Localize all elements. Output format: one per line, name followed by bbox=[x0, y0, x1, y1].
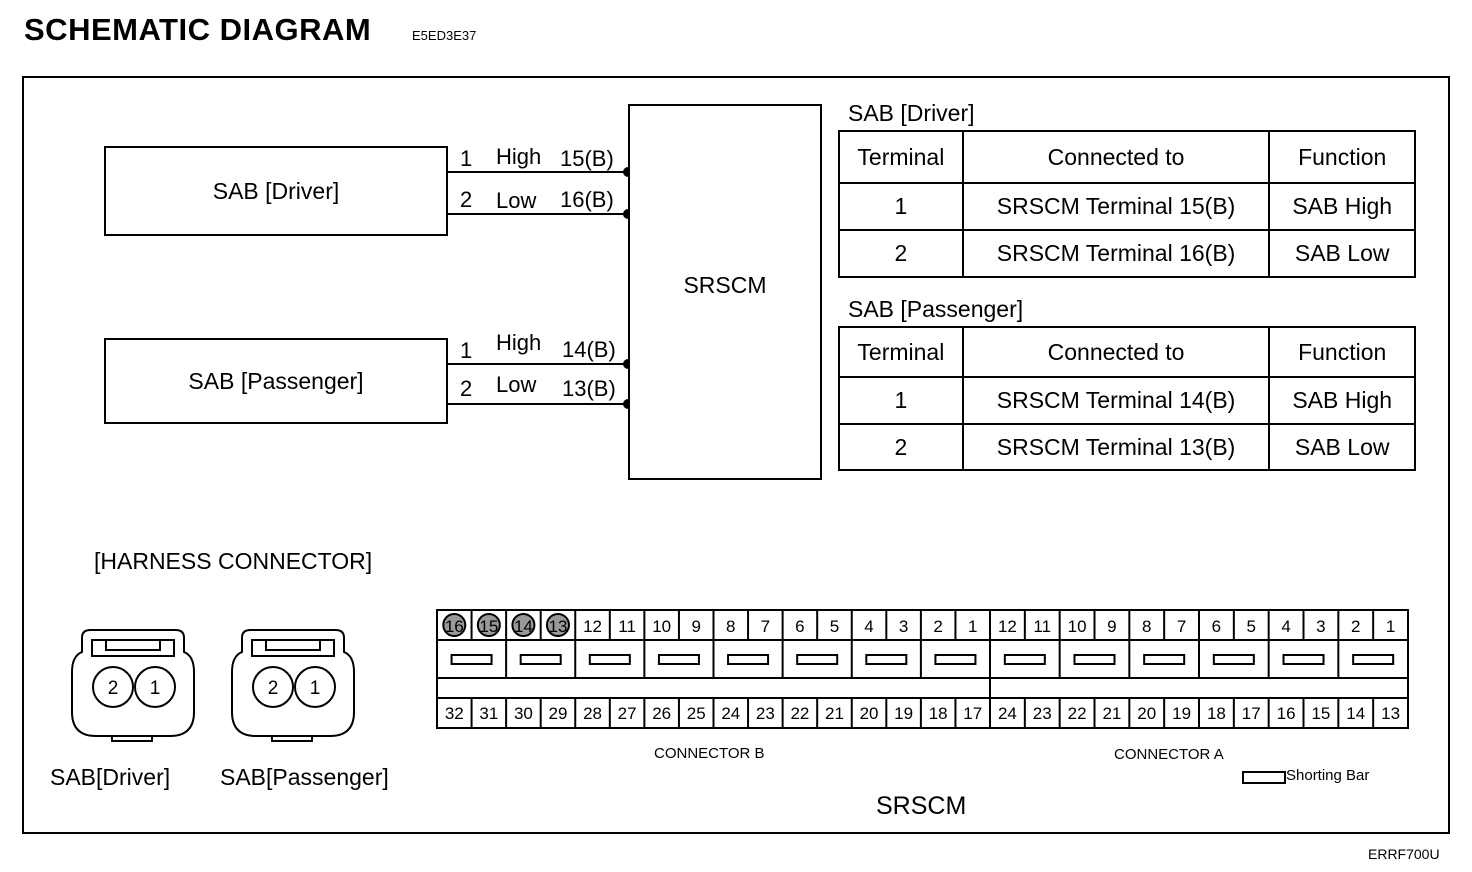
connector-pin-number: 25 bbox=[686, 704, 706, 723]
sab-passenger-box-label: SAB [Passenger] bbox=[188, 367, 364, 394]
connector-pin-number: 3 bbox=[898, 617, 909, 636]
connector-pin-number: 2 bbox=[933, 617, 943, 636]
figure-code: ERRF700U bbox=[1368, 846, 1440, 862]
table-cell: SAB Low bbox=[1269, 230, 1415, 277]
connector-pin-number: 7 bbox=[1176, 617, 1187, 636]
connector-pin-number: 10 bbox=[652, 617, 672, 636]
connector-pin-number: 14 bbox=[1346, 704, 1366, 723]
table-cell: SAB Low bbox=[1269, 424, 1415, 470]
plug-pin-label: 2 bbox=[107, 678, 119, 699]
connector-pin-number: 7 bbox=[760, 617, 771, 636]
connector-pin-number: 23 bbox=[755, 704, 775, 723]
table-cell: SRSCM Terminal 14(B) bbox=[963, 377, 1270, 424]
connector-pin-number: 27 bbox=[617, 704, 637, 723]
connector-pin-number: 2 bbox=[1351, 617, 1361, 636]
connector-pin-number: 20 bbox=[859, 704, 879, 723]
connector-pin-number: 11 bbox=[618, 617, 636, 636]
wire-terminal: 13(B) bbox=[562, 376, 616, 401]
shorting-bar-label: Shorting Bar bbox=[1286, 767, 1370, 784]
connector-pin-number: 11 bbox=[1033, 617, 1052, 636]
connector-pin-number: 15 bbox=[1311, 704, 1331, 723]
sab-passenger-plug-label: SAB[Passenger] bbox=[220, 764, 389, 790]
connector-pin-number: 6 bbox=[795, 617, 805, 636]
shorting-bar bbox=[1284, 655, 1324, 664]
connector-pin-number: 19 bbox=[1172, 704, 1192, 723]
connector-pin-number: 8 bbox=[726, 617, 736, 636]
shorting-bar bbox=[797, 655, 837, 664]
table-cell: 2 bbox=[839, 230, 963, 277]
shorting-bar bbox=[521, 655, 561, 664]
table-cell: SRSCM Terminal 16(B) bbox=[963, 230, 1270, 277]
shorting-bar bbox=[1214, 655, 1254, 664]
connector-pin-number: 13 bbox=[1381, 704, 1401, 723]
sab-driver-box-label: SAB [Driver] bbox=[212, 177, 340, 204]
srscm-box-label: SRSCM bbox=[683, 271, 767, 298]
wire-signal: High bbox=[496, 330, 542, 355]
shorting-bar bbox=[935, 655, 975, 664]
connector-pin-number: 24 bbox=[721, 704, 741, 723]
wire-terminal: 16(B) bbox=[560, 187, 614, 212]
shorting-bar bbox=[452, 655, 492, 664]
page-title: SCHEMATIC DIAGRAM bbox=[24, 12, 372, 47]
connector-pin-number: 24 bbox=[997, 704, 1017, 723]
table-cell: 1 bbox=[839, 377, 963, 424]
table-header-cell: Terminal bbox=[839, 327, 963, 377]
wire-pin: 1 bbox=[460, 338, 473, 363]
connector-pin-number: 9 bbox=[691, 617, 701, 636]
table-cell: SRSCM Terminal 13(B) bbox=[963, 424, 1270, 470]
sab-driver-plug-label: SAB[Driver] bbox=[50, 764, 171, 790]
document-code: E5ED3E37 bbox=[412, 28, 477, 43]
connector-pin-number: 20 bbox=[1137, 704, 1157, 723]
shorting-bar bbox=[1005, 655, 1045, 664]
connector-a-label: CONNECTOR A bbox=[1114, 746, 1224, 763]
connector-pin-number: 5 bbox=[1246, 617, 1256, 636]
connector-pin-number: 18 bbox=[1206, 704, 1226, 723]
connector-pin-number: 3 bbox=[1316, 617, 1326, 636]
connector-pin-number: 9 bbox=[1107, 617, 1117, 636]
connector-pin-number: 22 bbox=[1067, 704, 1087, 723]
connector-pin-number: 12 bbox=[583, 617, 602, 636]
connector-pin-number: 29 bbox=[548, 704, 568, 723]
plug-pin-label: 2 bbox=[267, 678, 279, 699]
table-header-cell: Connected to bbox=[963, 131, 1270, 183]
connector-pin-number: 6 bbox=[1211, 617, 1222, 636]
connector-pin-number: 1 bbox=[967, 617, 978, 636]
table-header-cell: Function bbox=[1269, 327, 1415, 377]
plug-pin-label: 1 bbox=[309, 678, 321, 699]
shorting-bar-legend-icon bbox=[1242, 771, 1286, 784]
connector-pin-number: 8 bbox=[1142, 617, 1152, 636]
driver-table-title: SAB [Driver] bbox=[848, 100, 975, 126]
shorting-bar bbox=[1075, 655, 1115, 664]
connector-pin-number: 10 bbox=[1067, 617, 1087, 636]
shorting-bar bbox=[728, 655, 768, 664]
wire-terminal: 14(B) bbox=[562, 337, 616, 362]
connector-pin-number: 15 bbox=[479, 617, 499, 636]
connector-pin-number: 32 bbox=[444, 704, 464, 723]
connector-pin-number: 26 bbox=[652, 704, 672, 723]
table-header-cell: Function bbox=[1269, 131, 1415, 183]
connector-pin-number: 12 bbox=[997, 617, 1017, 636]
wire-signal: High bbox=[496, 144, 542, 169]
wire-pin: 2 bbox=[460, 376, 473, 401]
passenger-table-title: SAB [Passenger] bbox=[848, 296, 1024, 322]
plug-pin-label: 1 bbox=[149, 678, 161, 699]
table-cell: SAB High bbox=[1269, 183, 1415, 230]
connector-pin-number: 30 bbox=[513, 704, 533, 723]
connector-pin-number: 18 bbox=[928, 704, 948, 723]
connector-pin-number: 5 bbox=[829, 617, 840, 636]
connector-pin-number: 16 bbox=[1276, 704, 1296, 723]
connector-pin-number: 28 bbox=[583, 704, 602, 723]
table-cell: 1 bbox=[839, 183, 963, 230]
connector-pin-number: 16 bbox=[444, 617, 464, 636]
table-header-cell: Terminal bbox=[839, 131, 963, 183]
connector-pin-number: 22 bbox=[790, 704, 810, 723]
table-cell: SRSCM Terminal 15(B) bbox=[963, 183, 1270, 230]
connector-pin-number: 31 bbox=[479, 704, 499, 723]
shorting-bar bbox=[1353, 655, 1393, 664]
connector-pin-number: 23 bbox=[1032, 704, 1052, 723]
connector-pin-number: 21 bbox=[1102, 704, 1122, 723]
shorting-bar bbox=[1144, 655, 1184, 664]
shorting-bar bbox=[590, 655, 630, 664]
wire-pin: 2 bbox=[460, 187, 473, 212]
srscm-connector-title: SRSCM bbox=[876, 792, 967, 820]
wire-signal: Low bbox=[496, 372, 537, 397]
connector-pin-number: 19 bbox=[894, 704, 914, 723]
connector-pin-number: 17 bbox=[963, 704, 983, 723]
table-cell: 2 bbox=[839, 424, 963, 470]
shorting-bar bbox=[866, 655, 906, 664]
wire-terminal: 15(B) bbox=[560, 146, 614, 171]
connector-pin-number: 4 bbox=[864, 617, 874, 636]
connector-pin-number: 13 bbox=[548, 617, 568, 636]
shorting-bar bbox=[659, 655, 699, 664]
harness-connector-title: [HARNESS CONNECTOR] bbox=[94, 548, 373, 574]
table-cell: SAB High bbox=[1269, 377, 1415, 424]
wire-pin: 1 bbox=[460, 146, 473, 171]
connector-pin-number: 17 bbox=[1241, 704, 1261, 723]
connector-pin-number: 1 bbox=[1385, 617, 1396, 636]
connector-pin-number: 21 bbox=[825, 704, 844, 723]
wire-signal: Low bbox=[496, 188, 537, 213]
table-header-cell: Connected to bbox=[963, 327, 1270, 377]
connector-pin-number: 4 bbox=[1281, 617, 1291, 636]
connector-b-label: CONNECTOR B bbox=[654, 745, 765, 762]
connector-pin-number: 14 bbox=[513, 617, 533, 636]
